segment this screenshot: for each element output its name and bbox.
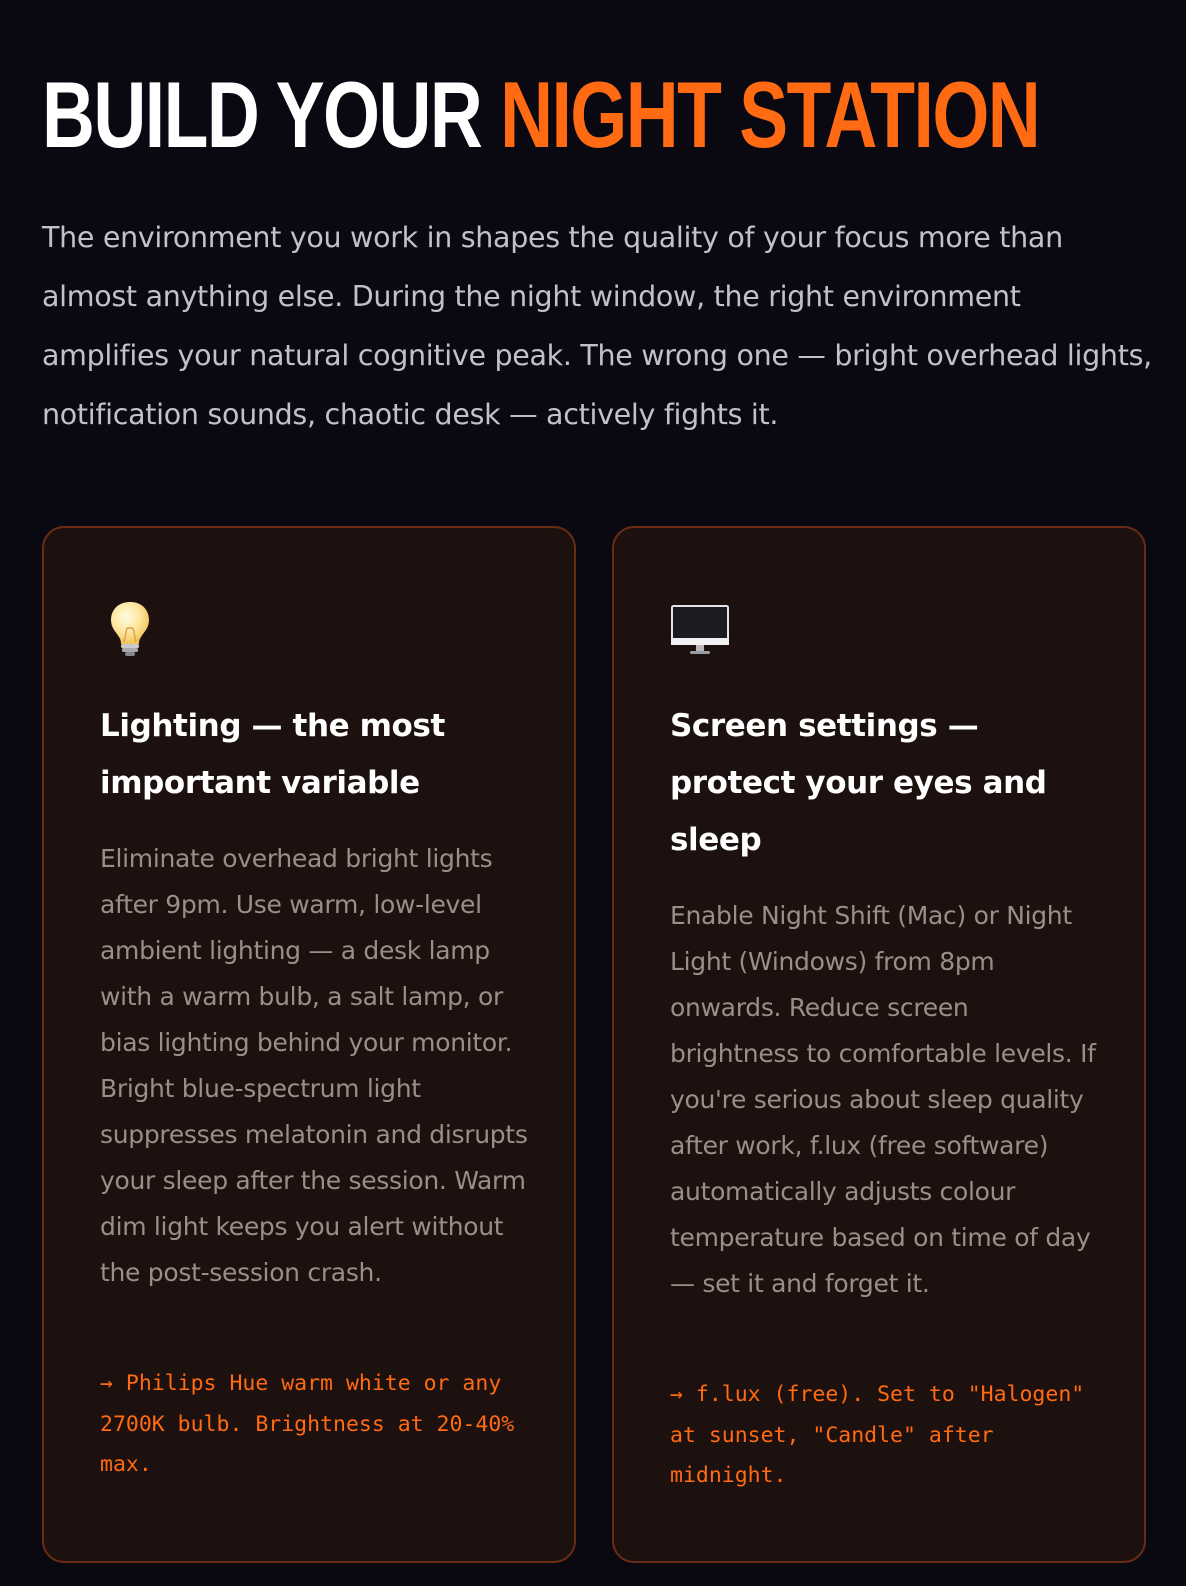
card-title: Screen settings — protect your eyes and sleep xyxy=(670,708,1047,858)
card-tip: → Philips Hue warm white or any 2700K bulb. Brightness at 20-40% max. xyxy=(100,1371,515,1477)
card-screen-settings xyxy=(612,526,1146,1563)
page-title xyxy=(42,60,1039,170)
card-lighting xyxy=(42,526,576,1563)
desktop-monitor-icon xyxy=(670,598,730,658)
page-title-accent: NIGHT STATION xyxy=(500,62,1040,167)
card-title: Lighting — the most important variable xyxy=(100,708,445,801)
page-title-white: BUILD YOUR xyxy=(42,62,501,167)
card-body: Enable Night Shift (Mac) or Night Light (Windows) from 8pm onwards. Reduce screen brightness to comfortable levels. If you're serious about sleep quality after work, f.lux (free software) automatically adjusts colour temperature based on time of day — set it and forget it. xyxy=(670,901,1096,1298)
card-tip: → f.lux (free). Set to "Halogen" at sunset, "Candle" after midnight. xyxy=(670,1382,1085,1488)
intro-paragraph: The environment you work in shapes the quality of your focus more than almost anything else. During the night window, the right environment amplifies your natural cognitive peak. The wrong one — bright overhead lights, notification sounds, chaotic desk — actively fights it. xyxy=(42,221,1152,431)
lightbulb-icon xyxy=(100,598,160,658)
card-body: Eliminate overhead bright lights after 9pm. Use warm, low-level ambient lighting — a desk lamp with a warm bulb, a salt lamp, or bias lighting behind your monitor. Bright blue-spectrum light suppresses melatonin and disrupts your sleep after the session. Warm dim light keeps you alert without the post-session crash. xyxy=(100,844,528,1287)
